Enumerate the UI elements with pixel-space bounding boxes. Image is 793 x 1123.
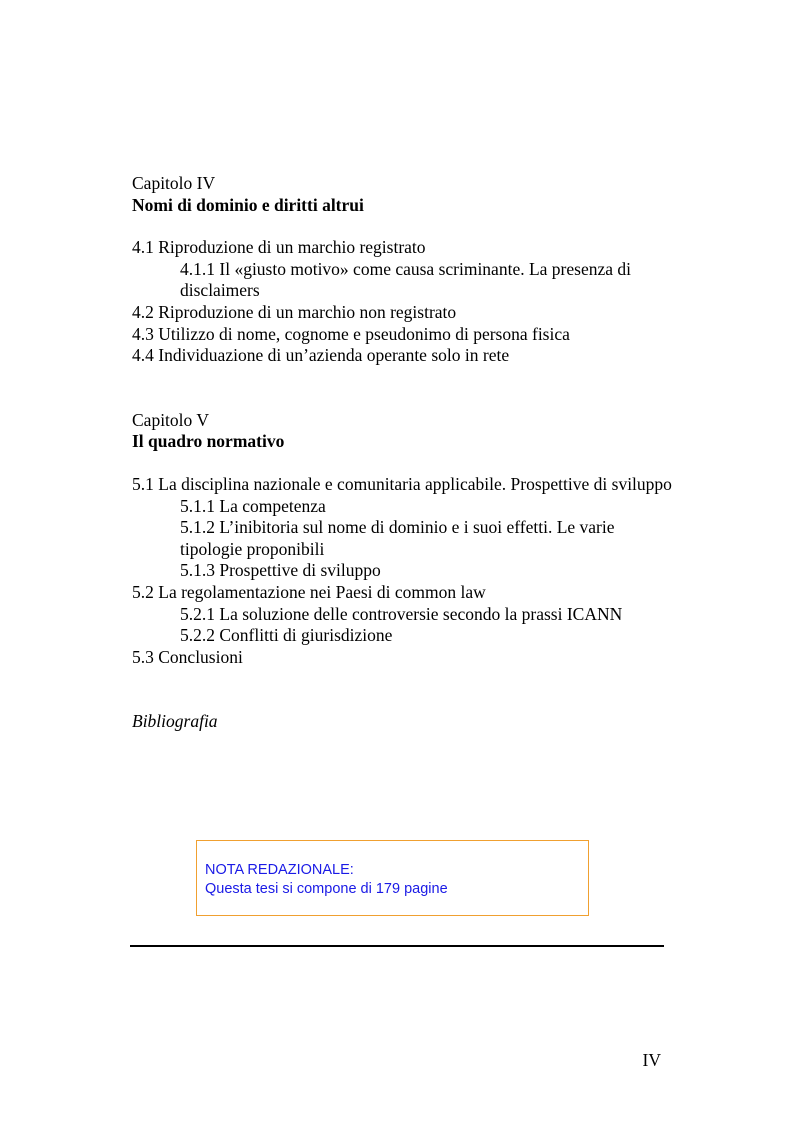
chapter-4-title: Nomi di dominio e diritti altrui: [132, 194, 364, 215]
footer-divider: [130, 945, 664, 947]
toc-entry-5-2: 5.2 La regolamentazione nei Paesi di common law: [132, 581, 486, 602]
bibliography-entry: Bibliografia: [132, 711, 218, 732]
toc-entry-5-3: 5.3 Conclusioni: [132, 646, 243, 667]
toc-entry-4-1-1: 4.1.1 Il «giusto motivo» come causa scriminante. La presenza di disclaimers: [180, 258, 631, 301]
editorial-note-heading: NOTA REDAZIONALE:: [205, 862, 354, 878]
chapter-5-label: Capitolo V: [132, 409, 209, 430]
toc-entry-4-3: 4.3 Utilizzo di nome, cognome e pseudonimo di persona fisica: [132, 323, 570, 344]
toc-entry-5-1-2: 5.1.2 L’inibitoria sul nome di dominio e i suoi effetti. Le varie tipologie proponibili: [180, 517, 615, 559]
editorial-note-text: Questa tesi si compone di 179 pagine: [205, 881, 448, 897]
toc-entry-5-1: 5.1 La disciplina nazionale e comunitaria applicabile. Prospettive di sviluppo: [132, 473, 672, 494]
toc-entry-5-2-1: 5.2.1 La soluzione delle controversie secondo la prassi ICANN: [180, 603, 623, 624]
toc-entry-5-2-2: 5.2.2 Conflitti di giurisdizione: [180, 625, 393, 646]
editorial-note-box: [196, 840, 589, 916]
toc-entry-5-1-3: 5.1.3 Prospettive di sviluppo: [180, 560, 381, 581]
table-of-contents: [132, 173, 672, 733]
toc-entry-4-1: 4.1 Riproduzione di un marchio registrato: [132, 237, 426, 258]
chapter-5-title: Il quadro normativo: [132, 431, 285, 452]
toc-entry-5-1-1: 5.1.1 La competenza: [180, 495, 326, 516]
toc-entry-4-2: 4.2 Riproduzione di un marchio non registrato: [132, 301, 457, 322]
toc-entry-4-4: 4.4 Individuazione di un’azienda operante solo in rete: [132, 345, 510, 366]
page-number: IV: [642, 1050, 661, 1070]
chapter-4-label: Capitolo IV: [132, 173, 216, 193]
